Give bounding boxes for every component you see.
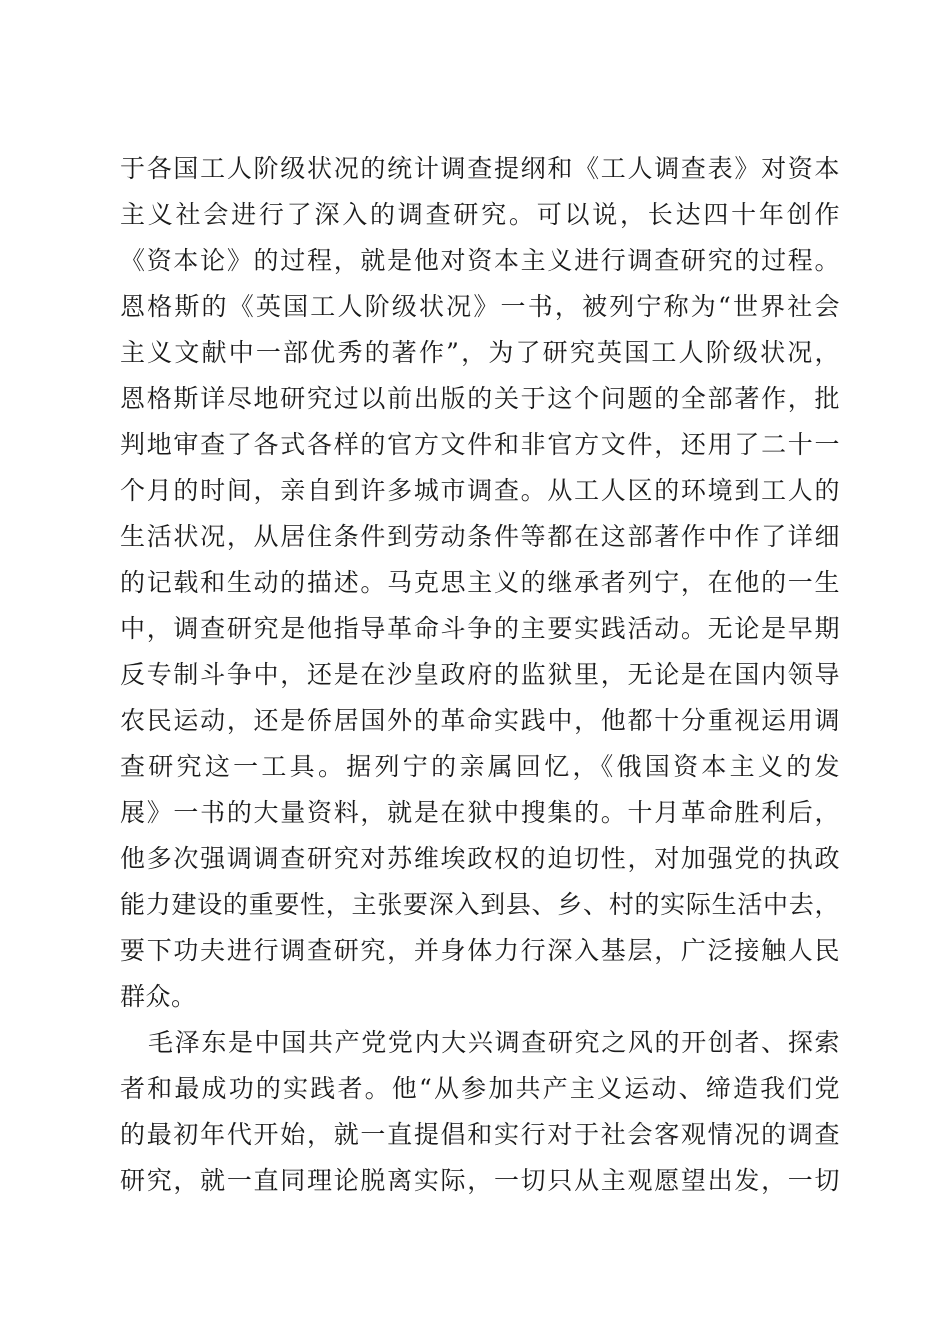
text-line: 主义社会进行了深入的调查研究。可以说，长达四十年创作 (120, 200, 840, 229)
text-line: 个月的时间，亲自到许多城市调查。从工人区的环境到工人的 (120, 476, 840, 505)
text-line: 中，调查研究是他指导革命斗争的主要实践活动。无论是早期 (120, 614, 840, 643)
text-line: 能力建设的重要性，主张要深入到县、乡、村的实际生活中去， (120, 890, 840, 919)
text-line: 他多次强调调查研究对苏维埃政权的迫切性，对加强党的执政 (120, 844, 840, 873)
text-line: 判地审查了各式各样的官方文件和非官方文件，还用了二十一 (120, 430, 840, 459)
text-line: 反专制斗争中，还是在沙皇政府的监狱里，无论是在国内领导 (120, 660, 840, 689)
text-line: 于各国工人阶级状况的统计调查提纲和《工人调查表》对资本 (120, 154, 840, 183)
text-line: 的记载和生动的描述。马克思主义的继承者列宁，在他的一生 (120, 568, 840, 597)
text-line: 展》一书的大量资料，就是在狱中搜集的。十月革命胜利后， (120, 798, 840, 827)
text-line: 查研究这一工具。据列宁的亲属回忆，《俄国资本主义的发 (120, 752, 840, 781)
body-text (120, 146, 840, 1204)
text-line: 要下功夫进行调查研究，并身体力行深入基层，广泛接触人民 (120, 936, 840, 965)
text-line: 农民运动，还是侨居国外的革命实践中，他都十分重视运用调 (120, 706, 840, 735)
text-line: 毛泽东是中国共产党党内大兴调查研究之风的开创者、探索 (148, 1028, 840, 1057)
text-line: 恩格斯的《英国工人阶级状况》一书，被列宁称为“世界社会 (120, 292, 840, 321)
text-line: 恩格斯详尽地研究过以前出版的关于这个问题的全部著作，批 (120, 384, 840, 413)
text-line: 生活状况，从居住条件到劳动条件等都在这部著作中作了详细 (120, 522, 840, 551)
text-line: 主义文献中一部优秀的著作”，为了研究英国工人阶级状况， (120, 338, 840, 367)
paragraph-2 (120, 1020, 840, 1204)
text-line: 《资本论》的过程，就是他对资本主义进行调查研究的过程。 (120, 246, 840, 275)
text-line: 群众。 (120, 982, 197, 1011)
text-line: 者和最成功的实践者。他“从参加共产主义运动、缔造我们党 (120, 1074, 840, 1103)
text-line: 的最初年代开始，就一直提倡和实行对于社会客观情况的调查 (120, 1120, 840, 1149)
paragraph-1 (120, 146, 840, 1020)
text-line: 研究，就一直同理论脱离实际，一切只从主观愿望出发，一切 (120, 1166, 840, 1195)
